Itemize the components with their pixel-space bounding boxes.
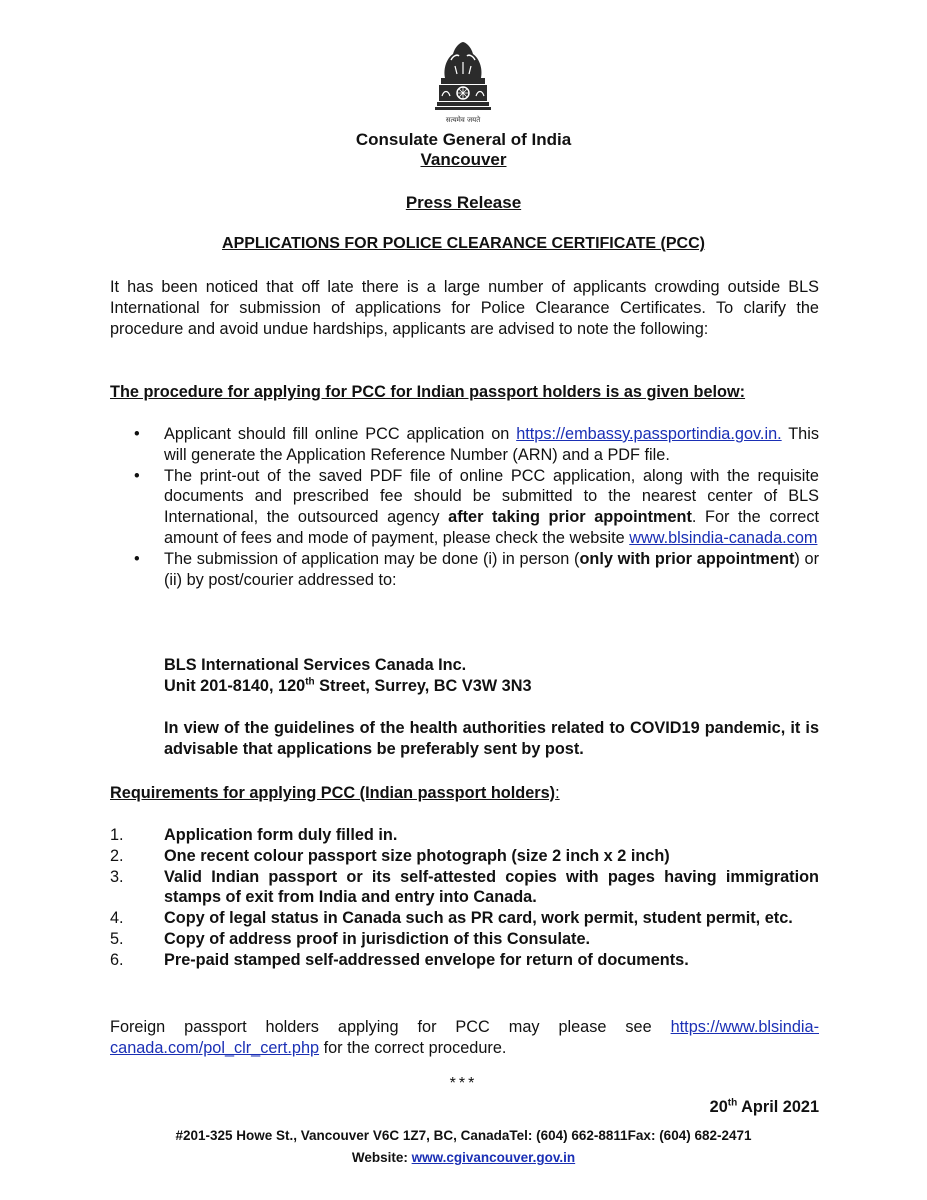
footer-website: Website: www.cgivancouver.gov.in [351,1150,576,1165]
bullet-emphasis: only with prior appointment [579,549,795,568]
list-item [110,466,819,549]
release-date: 20th April 2021 [709,1097,819,1116]
bullet-icon: • [134,425,140,443]
address-line-2: Unit 201-8140, 120th Street, Surrey, BC V3W 3N3 [164,676,532,695]
org-name: Consulate General of India [355,130,572,149]
emblem-caption: सत्यमेव जयते [445,116,481,124]
bullet-emphasis: after taking prior appointment [448,508,692,527]
list-item: 2. One recent colour passport size photograph (size 2 inch x 2 inch) [110,846,670,865]
list-item: 6. Pre-paid stamped self-addressed envelope for return of documents. [110,950,689,969]
consulate-website-link[interactable]: www.cgivancouver.gov.in [411,1150,576,1165]
requirements-heading: Requirements for applying PCC (Indian passport holders): [110,784,560,802]
state-emblem-of-india-icon [427,38,499,138]
list-item: 4. Copy of legal status in Canada such as PR card, work permit, student permit, etc. [110,909,793,928]
requirements-list [110,825,819,971]
bls-pcc-link[interactable]: https://www.blsindia-canada.com/pol_clr_cert.php [110,1018,819,1057]
list-item: 5. Copy of address proof in jurisdiction of this Consulate. [110,929,591,948]
bullet-icon: • [134,466,140,485]
bullet-icon: • [134,549,140,568]
list-item: 3. Valid Indian passport or its self-attested copies with pages having immigration stamps of exit from India and entry into Canada. [110,867,819,907]
list-item: 1. Application form duly filled in. [110,826,398,844]
covid-note: In view of the guidelines of the health authorities related to COVID19 pandemic, it is advisable that applications be preferably sent by post. [164,719,819,758]
bullet-text: This will generate the Application Reference Number (ARN) and a PDF file. [164,425,819,464]
bls-address [164,655,532,697]
press-release-label: Press Release [405,193,522,212]
list-item [110,549,819,591]
procedure-list [110,424,819,590]
separator: *** [449,1075,478,1092]
bullet-text: The submission of application may be done (i) in person ( [164,549,580,568]
foreign-holders-paragraph: Foreign passport holders applying for PCC may please see https://www.blsindia-canada.com/pol_clr_cert.php for the correct procedure. [110,1018,819,1057]
bls-website-link[interactable]: www.blsindia-canada.com [629,528,818,547]
bullet-text: ) or (ii) by post/courier addressed to: [164,549,820,589]
org-city: Vancouver [420,150,507,169]
bullet-text: . For the correct amount of fees and mode of payment, please check the website [164,508,819,547]
document-title: APPLICATIONS FOR POLICE CLEARANCE CERTIFICATE (PCC) [222,235,705,252]
passport-india-link[interactable]: https://embassy.passportindia.gov.in. [516,425,782,443]
footer-address: #201-325 Howe St., Vancouver V6C 1Z7, BC, CanadaTel: (604) 662-8811Fax: (604) 682-2471 [175,1128,752,1143]
intro-paragraph: It has been noticed that off late there is a large number of applicants crowding outside BLS International for submission of applications for Police Clearance Certificates. To clarify the procedure and avoid undue hardships, applicants are advised to note the following: [110,278,819,338]
procedure-heading: The procedure for applying for PCC for Indian passport holders is as given below: [110,383,746,401]
address-line-1: BLS International Services Canada Inc. [164,656,467,674]
bullet-text: Applicant should fill online PCC application on [164,425,517,443]
bullet-text: The print-out of the saved PDF file of online PCC application, along with the requisite documents and prescribed fee should be submitted to the nearest center of BLS International, the outsourced agency [164,466,819,527]
list-item [110,424,819,466]
